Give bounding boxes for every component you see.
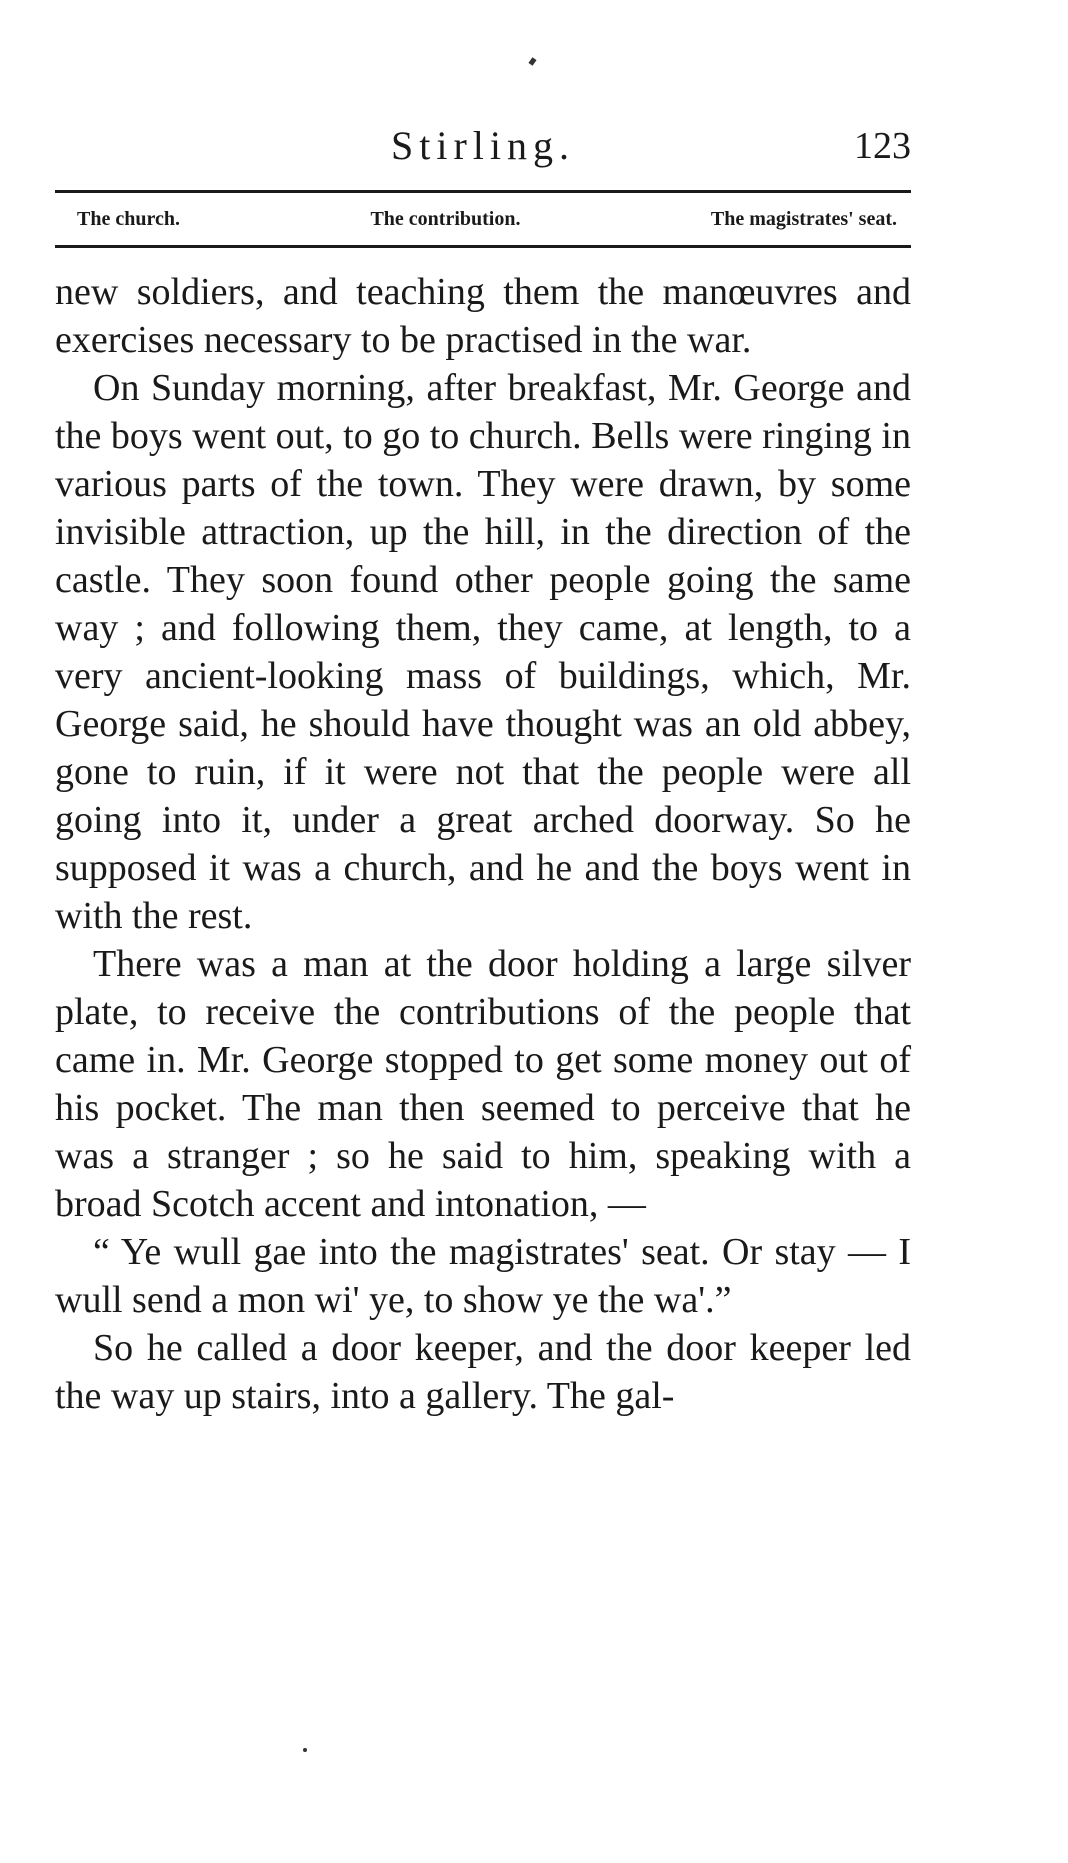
paragraph: So he called a door keeper, and the door keeper led the way up stairs, into a gallery. The gal-	[55, 1327, 911, 1417]
ink-speck	[303, 1748, 307, 1752]
body-text	[55, 268, 911, 1420]
section-subheadings	[55, 196, 911, 242]
running-head	[55, 122, 911, 170]
paragraph: On Sunday morning, after breakfast, Mr. George and the boys went out, to go to church. Bells were ringing in various parts of the town. They were drawn, by some invisible attraction, up the hill, in the direction of the castle. They soon found other people going the same way ; and following them, they came, at length, to a very ancient-looking mass of buildings, which, Mr. George said, he should have thought was an old abbey, gone to ruin, if it were not that the people were all going into it, under a great arched doorway. So he supposed it was a church, and he and the boys went in with the rest.	[55, 367, 911, 937]
subheading-contribution: The contribution.	[370, 207, 521, 230]
paragraph: “ Ye wull gae into the magistrates' seat. Or stay — I wull send a mon wi' ye, to show ye the wa'.”	[55, 1231, 911, 1321]
running-title: Stirling.	[390, 123, 576, 168]
ink-speck	[528, 57, 536, 66]
subheading-church: The church.	[77, 207, 180, 230]
paragraph: new soldiers, and teaching them the manœuvres and exercises necessary to be practised in the war.	[55, 271, 911, 361]
top-rule	[55, 190, 911, 193]
bottom-rule	[55, 245, 911, 248]
paragraph: There was a man at the door holding a large silver plate, to receive the contributions of the people that came in. Mr. George stopped to get some money out of his pocket. The man then seemed to perceive that he was a stranger ; so he said to him, speaking with a broad Scotch accent and intonation, —	[55, 943, 911, 1225]
subheading-magistrates-seat: The magistrates' seat.	[710, 207, 897, 230]
page-number: 123	[854, 125, 911, 167]
